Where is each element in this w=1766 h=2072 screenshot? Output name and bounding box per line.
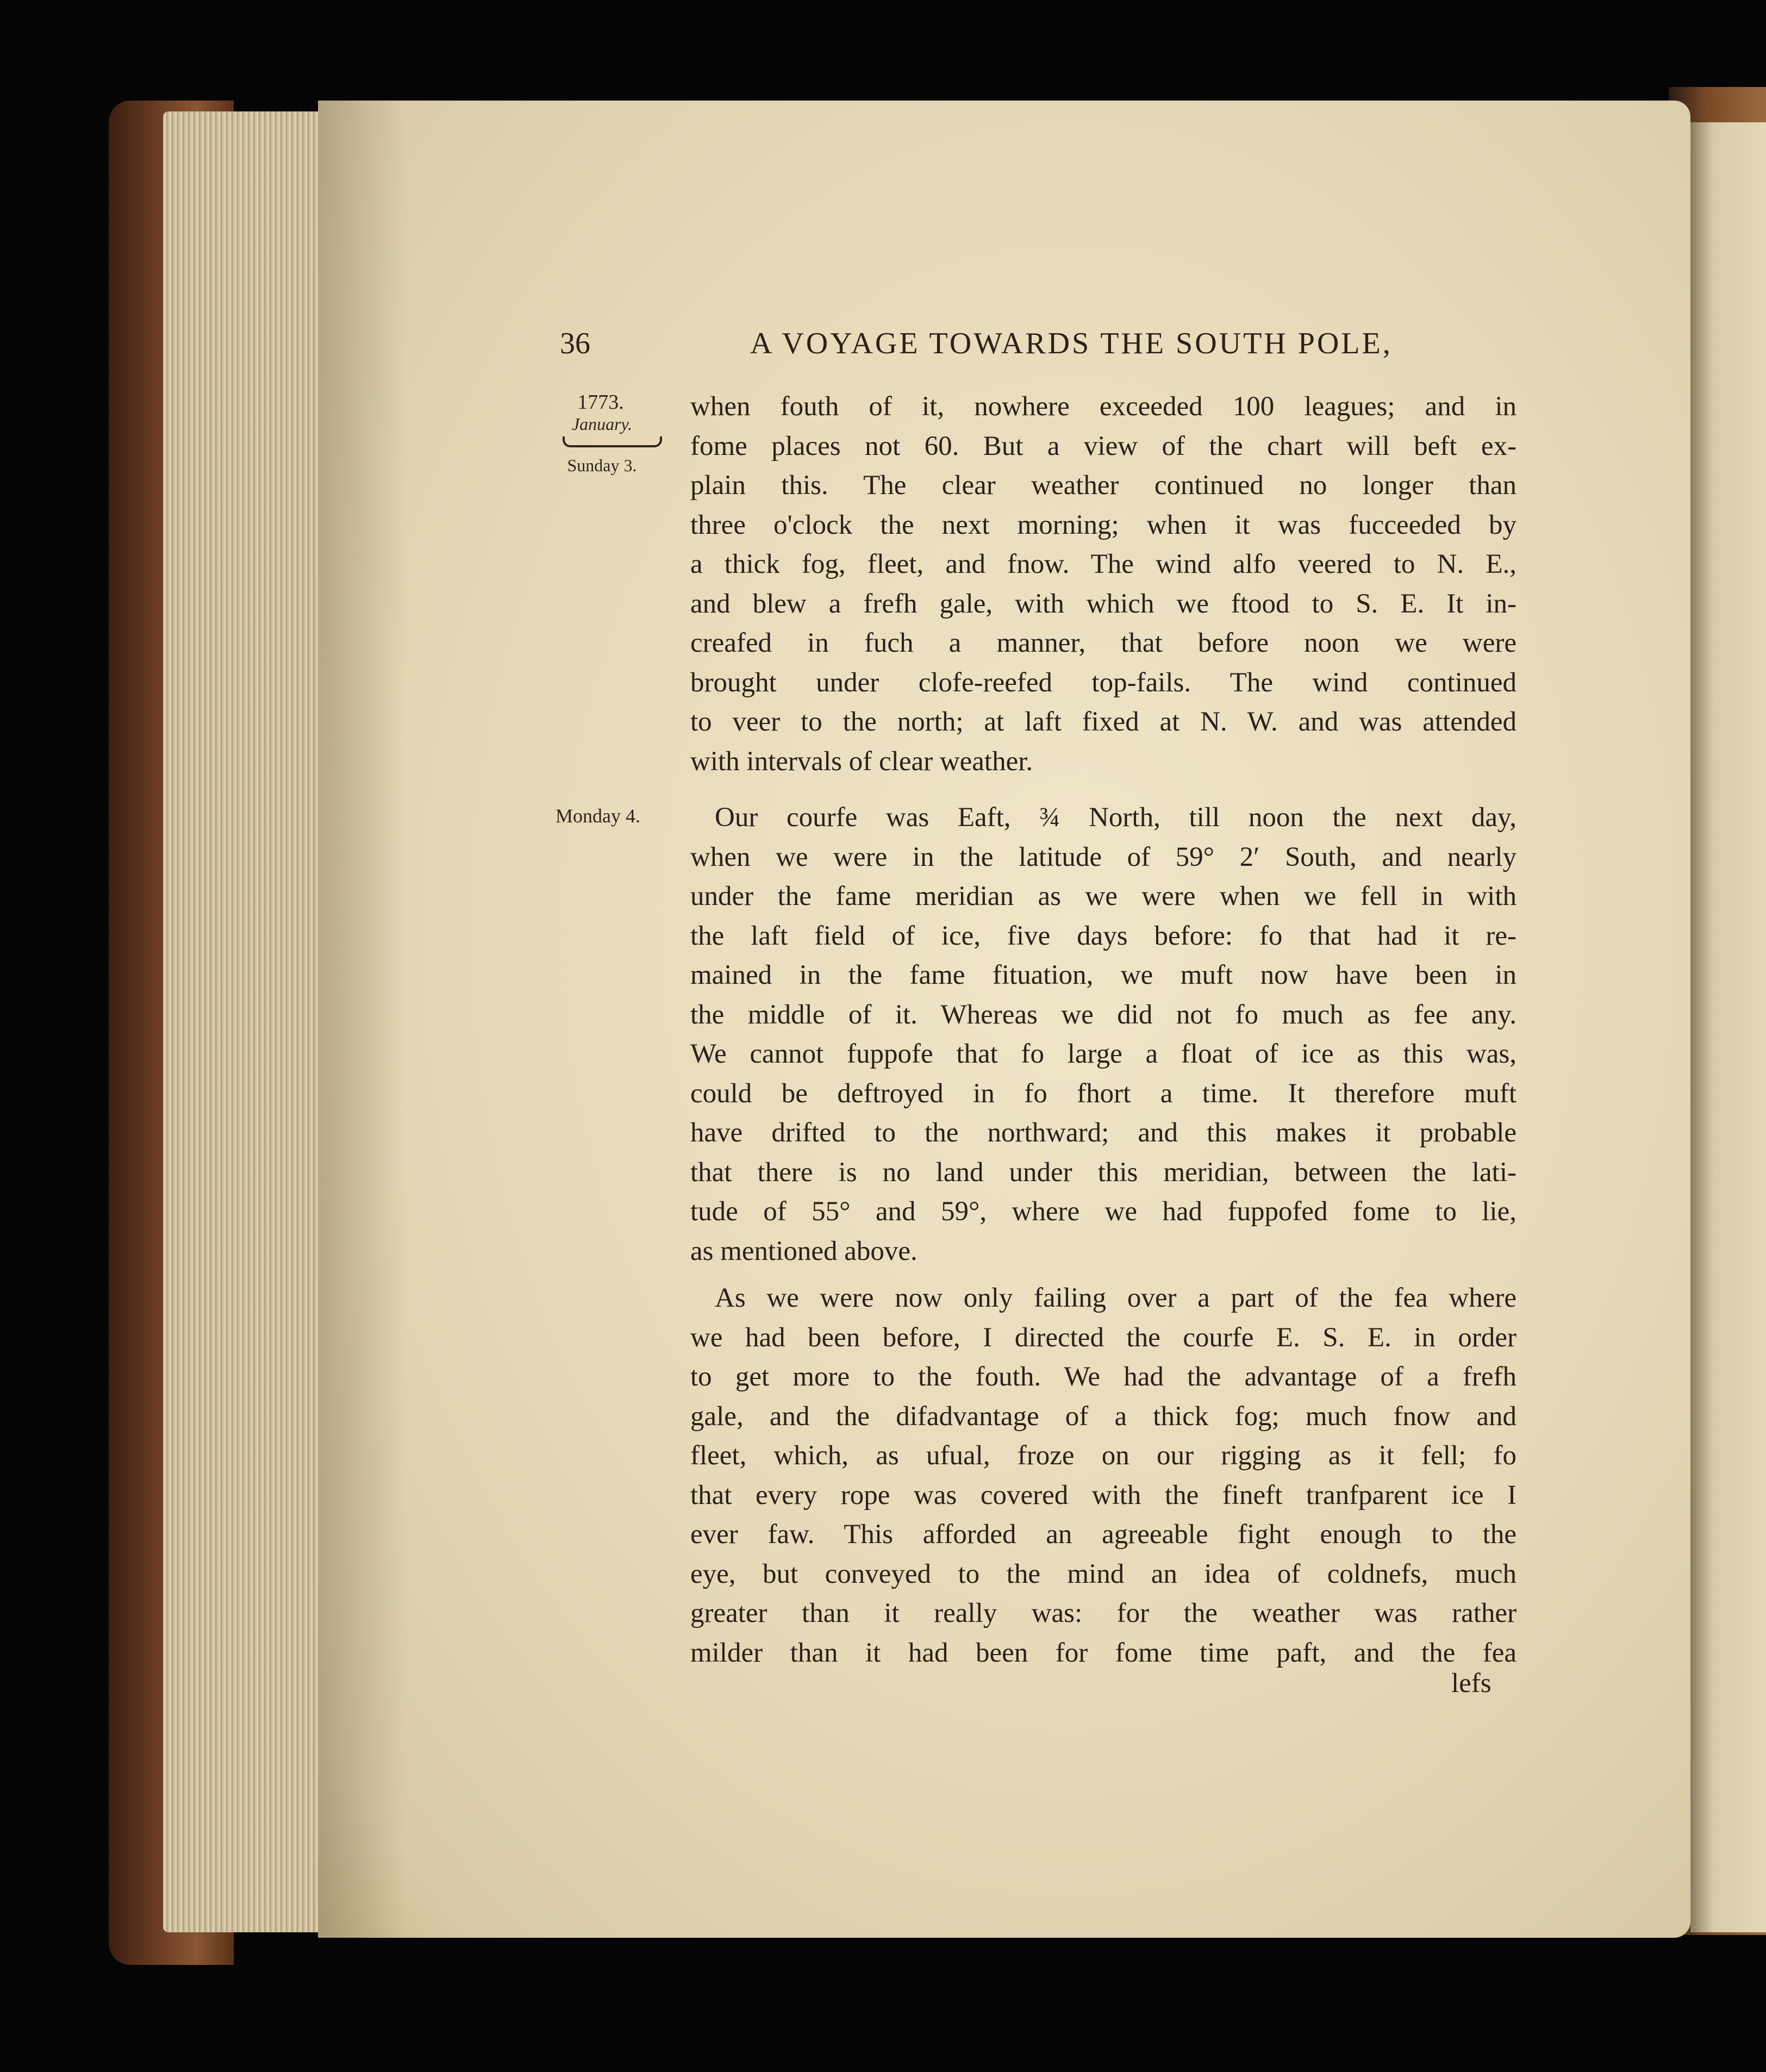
margin-month: January. (571, 414, 633, 434)
text-line: under the fame meridian as we were when we fell in with (690, 881, 1517, 912)
text-line: have drifted to the northward; and this makes it probable (690, 1118, 1517, 1148)
text-line: to veer to the north; at laft fixed at N. W. and was attended (690, 707, 1517, 737)
text-line: and blew a frefh gale, with which we ftood to S. E. It in- (690, 588, 1517, 619)
text-line: plain this. The clear weather continued no longer than (690, 470, 1517, 501)
page-number: 36 (560, 327, 590, 360)
text-line: that there is no land under this meridian, between the lati- (690, 1157, 1517, 1188)
text-line: could be deftroyed in fo fhort a time. It therefore muft (690, 1078, 1517, 1109)
paragraph-3 (690, 1278, 1517, 1672)
facing-page-edge (1690, 122, 1766, 1932)
text-line: tude of 55° and 59°, where we had fuppofed fome to lie, (690, 1196, 1517, 1227)
catchword: lefs (1451, 1668, 1492, 1699)
text-line: milder than it had been for fome time paft, and the fea (690, 1637, 1517, 1668)
text-line: that every rope was covered with the fineft tranfparent ice I (690, 1480, 1517, 1511)
text-line: as mentioned above. (690, 1235, 918, 1266)
margin-date-monday: Monday 4. (556, 805, 640, 827)
text-line: three o'clock the next morning; when it was fucceeded by (690, 509, 1517, 540)
margin-date-sunday: Sunday 3. (567, 455, 637, 475)
text-line: We cannot fuppofe that fo large a float of ice as this was, (690, 1039, 1517, 1069)
text-line: creafed in fuch a manner, that before noon we were (690, 628, 1517, 658)
text-line: with intervals of clear weather. (690, 746, 1033, 777)
text-line: Our courfe was Eaft, ¾ North, till noon the next day, (715, 802, 1517, 833)
text-line: fleet, which, as ufual, froze on our rigging as it fell; fo (690, 1440, 1517, 1471)
text-line: fome places not 60. But a view of the chart will beft ex- (690, 430, 1517, 461)
text-line: As we were now only failing over a part of the fea where (715, 1283, 1517, 1313)
text-line: brought under clofe-reefed top-fails. The wind continued (690, 667, 1517, 698)
paragraph-1 (690, 387, 1517, 781)
text-line: ever faw. This afforded an agreeable fight enough to the (690, 1519, 1517, 1550)
text-line: mained in the fame fituation, we muft now have been in (690, 960, 1517, 990)
page-edges (163, 111, 326, 1932)
text-line: when fouth of it, nowhere exceeded 100 leagues; and in (690, 391, 1517, 422)
text-line: a thick fog, fleet, and fnow. The wind alfo veered to N. E., (690, 549, 1517, 579)
text-line: to get more to the fouth. We had the advantage of a frefh (690, 1362, 1517, 1392)
margin-year: 1773. (577, 391, 624, 414)
text-line: greater than it really was: for the weather was rather (690, 1598, 1517, 1628)
text-line: when we were in the latitude of 59° 2′ South, and nearly (690, 841, 1517, 872)
margin-brace (563, 436, 662, 447)
paragraph-2 (690, 798, 1517, 1271)
text-line: the middle of it. Whereas we did not fo much as fee any. (690, 999, 1517, 1030)
text-line: eye, but conveyed to the mind an idea of coldnefs, much (690, 1558, 1517, 1589)
text-line: the laft field of ice, five days before: fo that had it re- (690, 920, 1517, 951)
running-head: A VOYAGE TOWARDS THE SOUTH POLE, (750, 327, 1393, 360)
text-line: we had been before, I directed the courfe E. S. E. in order (690, 1322, 1517, 1353)
text-line: gale, and the difadvantage of a thick fog; much fnow and (690, 1401, 1517, 1432)
